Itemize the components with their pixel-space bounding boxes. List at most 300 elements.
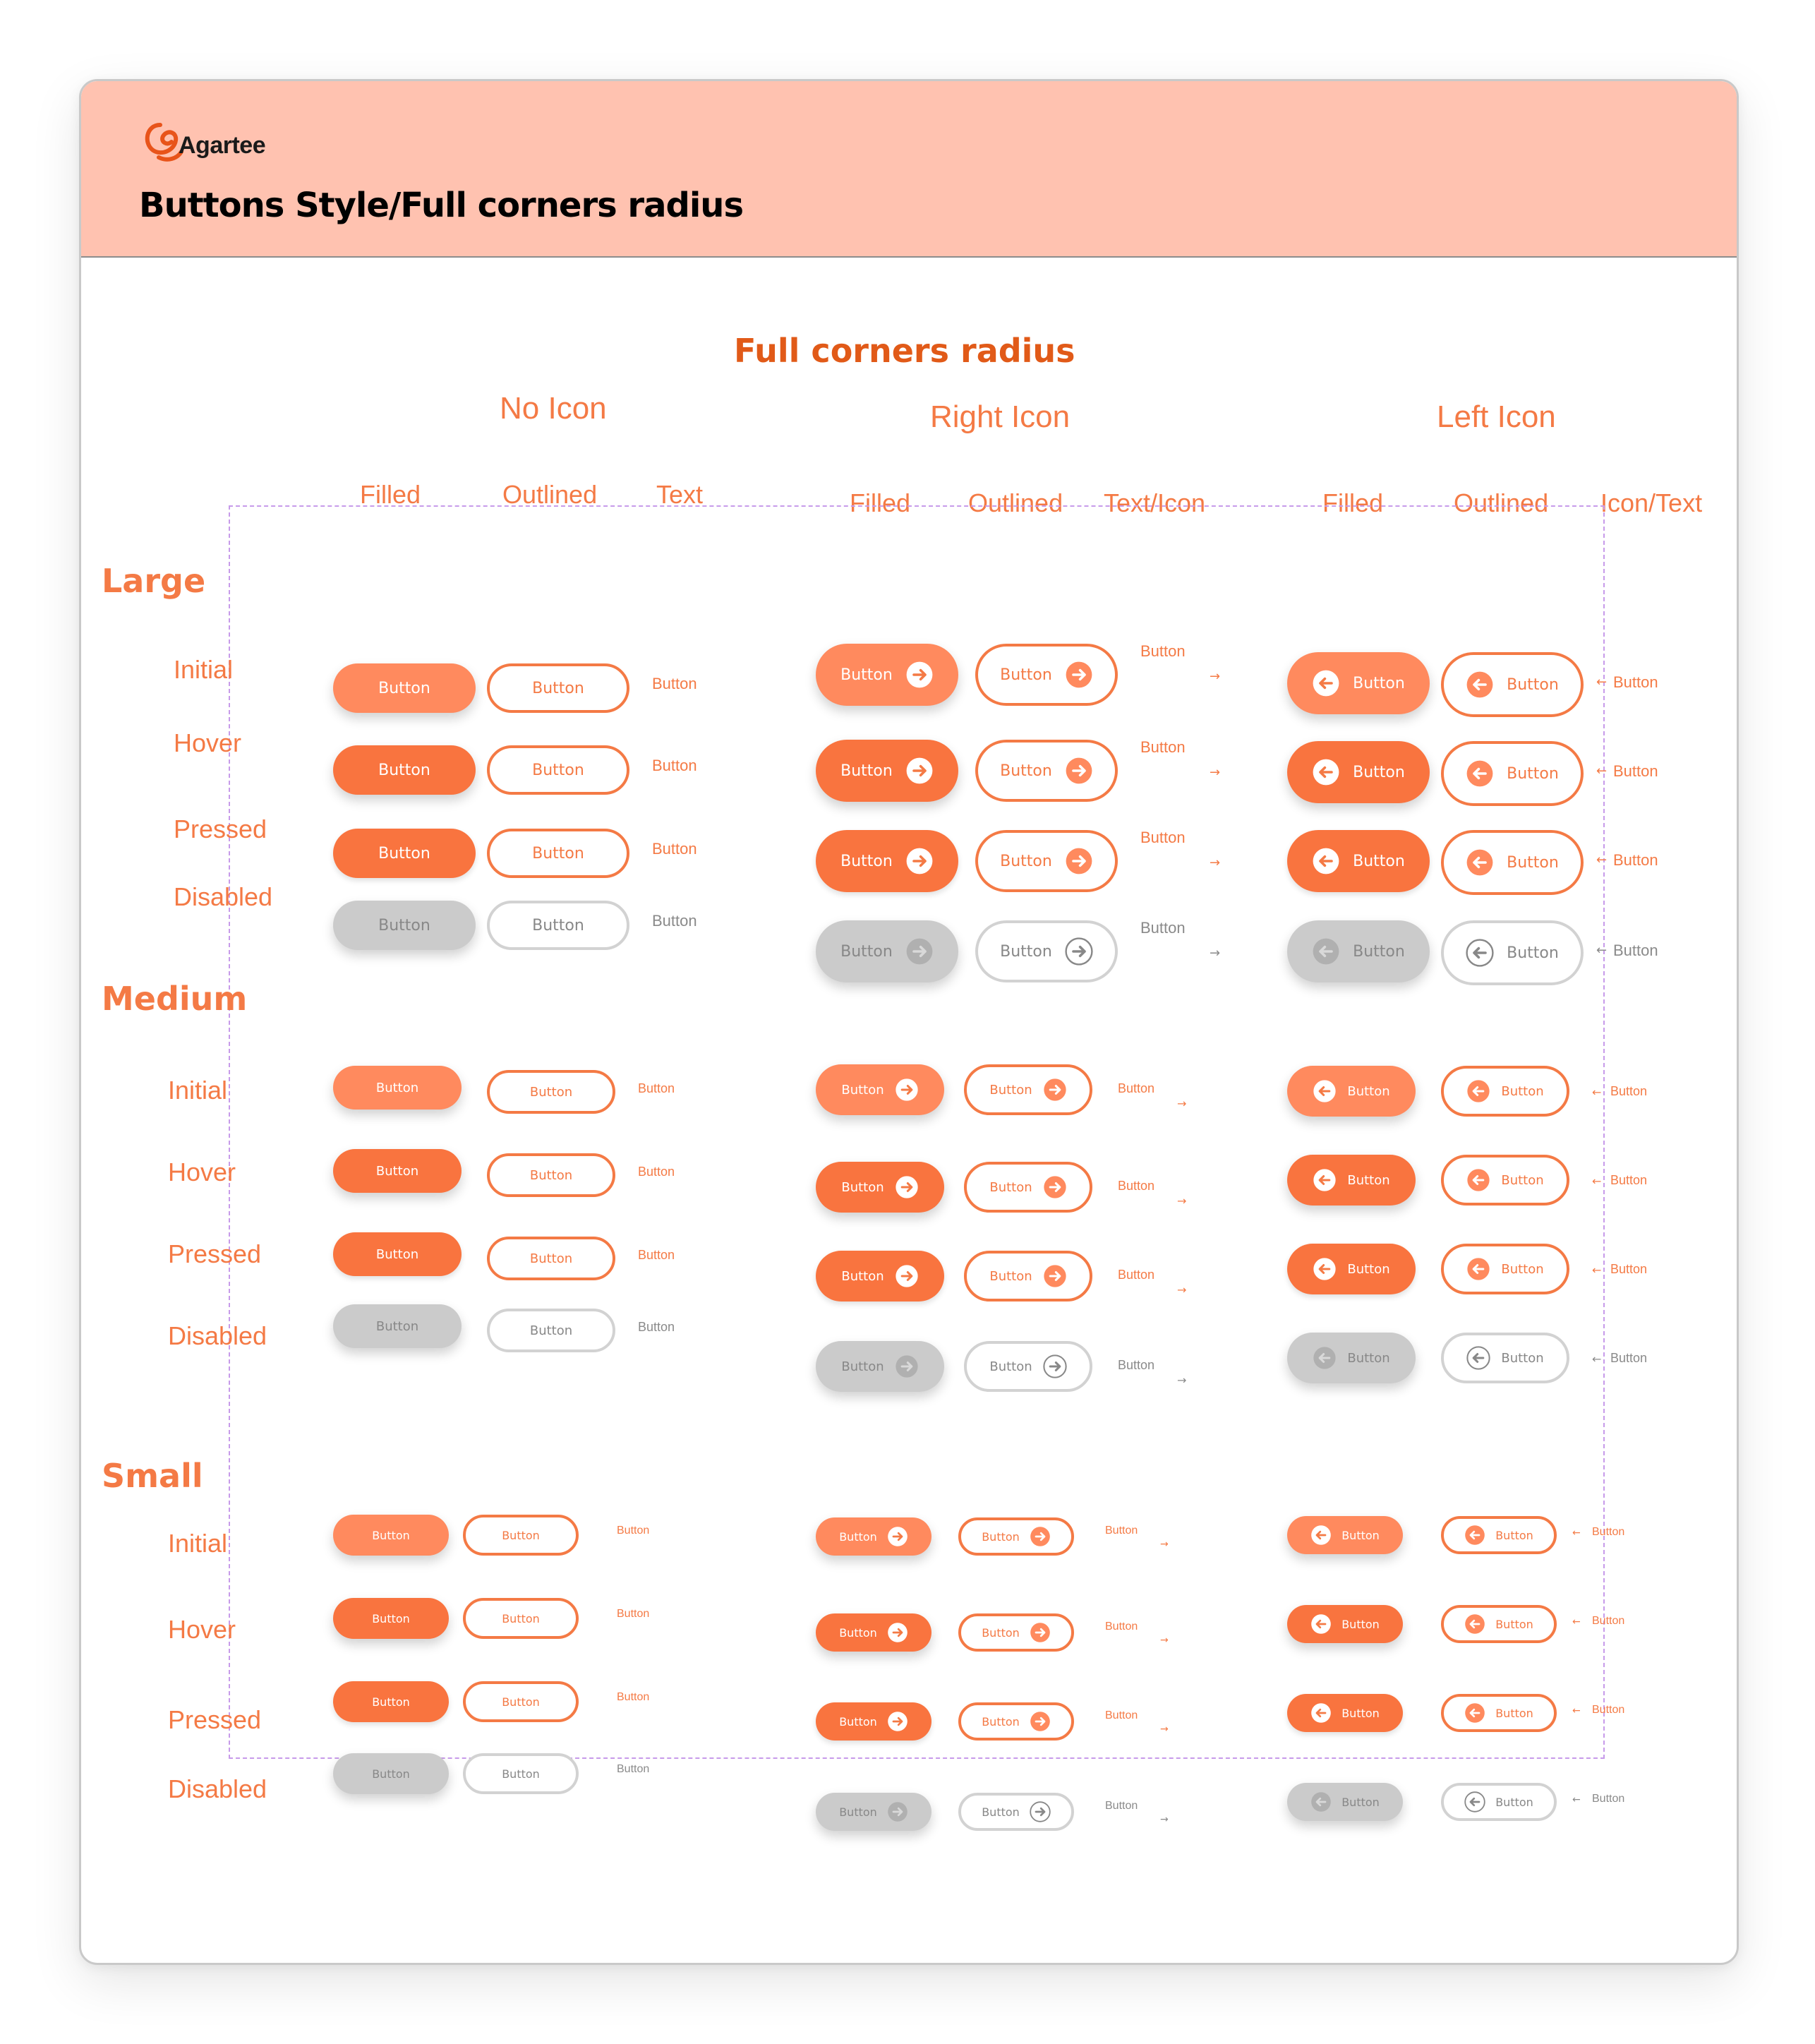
button-label: Button [375, 1080, 419, 1095]
outlined-button-hover[interactable] [975, 740, 1118, 802]
button-label: Button [1341, 1528, 1380, 1542]
button-label: Button [372, 1767, 410, 1781]
button-label: Button [372, 1695, 410, 1709]
arrow-right-circle-icon [1043, 1078, 1067, 1102]
button-label: Button [1495, 1617, 1533, 1631]
outlined-button-pressed[interactable] [463, 1681, 579, 1722]
filled-button-disabled[interactable] [816, 1341, 944, 1392]
button-label: Button [1610, 1262, 1648, 1276]
button-label: Button [1507, 853, 1559, 872]
arrow-right-circle-icon [1065, 847, 1093, 875]
state-label-pressed: Pressed [168, 1239, 262, 1268]
outlined-button-hover[interactable] [1441, 741, 1584, 806]
button-label: Button [840, 942, 893, 961]
filled-button-disabled[interactable] [333, 1753, 449, 1794]
button-label: Button [1610, 1173, 1648, 1187]
filled-button-disabled[interactable] [1287, 920, 1430, 982]
button-label: Button [1495, 1706, 1533, 1720]
button-label: Button [1105, 1800, 1138, 1812]
state-label-initial: Initial [168, 1529, 228, 1558]
button-label: Button [378, 916, 430, 934]
filled-button-disabled[interactable] [1287, 1783, 1403, 1821]
text-button-hover[interactable] [1140, 738, 1186, 757]
text-button-pressed[interactable] [1592, 1704, 1624, 1717]
button-label: Button [1495, 1795, 1533, 1809]
button-label: Button [1610, 1084, 1648, 1098]
outlined-button-disabled[interactable] [1441, 920, 1584, 985]
text-button-initial[interactable] [1592, 1526, 1624, 1539]
button-label: Button [652, 912, 697, 930]
button-label: Button [839, 1805, 877, 1819]
text-button-initial[interactable] [1610, 1084, 1647, 1099]
outlined-button-pressed[interactable] [1441, 830, 1584, 895]
button-label: Button [1507, 675, 1559, 694]
filled-button-disabled[interactable] [333, 1304, 462, 1348]
text-button-disabled[interactable] [1613, 942, 1658, 960]
arrow-right-circle-icon [905, 847, 934, 875]
button-label: Button [1613, 762, 1658, 780]
text-button-hover[interactable] [1592, 1615, 1624, 1628]
text-button-initial[interactable] [638, 1081, 675, 1096]
button-label: Button [372, 1611, 410, 1625]
button-label: Button [1105, 1525, 1138, 1537]
state-label-initial: Initial [168, 1076, 228, 1105]
outlined-button-disabled[interactable] [964, 1341, 1092, 1392]
arrow-right-circle-icon [1030, 1801, 1051, 1822]
button-label: Button [1140, 829, 1186, 846]
text-button-hover[interactable] [1613, 762, 1658, 781]
outlined-button-hover[interactable] [1441, 1155, 1569, 1206]
button-label: Button [617, 1525, 650, 1537]
button-label: Button [652, 675, 697, 692]
outlined-button-hover[interactable] [958, 1613, 1074, 1652]
arrow-left-circle-icon [1310, 1525, 1332, 1546]
filled-button-initial[interactable] [816, 1064, 944, 1115]
button-label: Button [839, 1714, 877, 1729]
filled-button-pressed[interactable] [1287, 830, 1430, 892]
outlined-button-disabled[interactable] [463, 1753, 579, 1794]
button-label: Button [1507, 944, 1559, 962]
filled-button-pressed[interactable] [1287, 1244, 1416, 1294]
outlined-button-disabled[interactable] [975, 920, 1118, 982]
button-label: Button [652, 840, 697, 858]
text-button-pressed[interactable] [652, 840, 697, 858]
button-label: Button [1495, 1528, 1533, 1542]
arrow-right-circle-icon [887, 1526, 908, 1547]
filled-button-hover[interactable] [816, 1613, 931, 1652]
button-label: Button [638, 1320, 675, 1334]
button-label: Button [1353, 852, 1405, 870]
text-button-pressed[interactable] [1610, 1262, 1647, 1277]
outlined-button-pressed[interactable] [487, 829, 629, 878]
button-label: Button [638, 1165, 675, 1179]
arrow-left-icon: ← [1572, 1616, 1581, 1628]
text-button-disabled[interactable] [638, 1320, 675, 1335]
arrow-right-circle-icon [1030, 1526, 1051, 1547]
arrow-right-icon: → [1177, 1283, 1187, 1297]
text-button-disabled[interactable] [652, 912, 697, 930]
button-label: Button [1118, 1179, 1155, 1193]
button-label: Button [502, 1767, 540, 1781]
arrow-left-circle-icon [1312, 758, 1340, 786]
text-button-hover[interactable] [1610, 1173, 1647, 1188]
arrow-left-circle-icon [1313, 1079, 1337, 1103]
size-label-small: Small [102, 1457, 203, 1495]
button-label: Button [1347, 1350, 1390, 1366]
button-label: Button [1592, 1704, 1625, 1716]
text-button-pressed[interactable] [1140, 829, 1186, 847]
section-title: Full corners radius [734, 332, 1075, 370]
button-label: Button [378, 679, 430, 697]
button-label: Button [529, 1167, 573, 1183]
button-label: Button [1000, 852, 1052, 870]
arrow-right-circle-icon [1065, 937, 1093, 966]
arrow-right-circle-icon [1030, 1711, 1051, 1732]
button-label: Button [982, 1805, 1020, 1819]
group-header-right-icon: Right Icon [930, 399, 1071, 434]
filled-button-hover[interactable] [333, 1598, 449, 1639]
text-button-disabled[interactable] [1140, 919, 1186, 937]
button-label: Button [840, 666, 893, 684]
filled-button-pressed[interactable] [333, 829, 476, 878]
filled-button-hover[interactable] [333, 1149, 462, 1193]
button-label: Button [1118, 1081, 1155, 1095]
button-label: Button [982, 1714, 1020, 1729]
filled-button-hover[interactable] [1287, 1155, 1416, 1206]
button-label: Button [840, 852, 893, 870]
button-label: Button [1501, 1350, 1544, 1366]
arrow-right-icon: → [1210, 765, 1221, 780]
text-button-hover[interactable] [638, 1165, 675, 1179]
column-header-filled: Filled [1322, 488, 1384, 517]
arrow-right-circle-icon [905, 661, 934, 689]
arrow-right-circle-icon [1065, 661, 1093, 689]
filled-button-initial[interactable] [333, 1066, 462, 1110]
filled-button-initial[interactable] [816, 1517, 931, 1556]
button-label: Button [989, 1179, 1032, 1195]
arrow-left-icon: ← [1592, 1352, 1602, 1366]
button-label: Button [1501, 1083, 1544, 1099]
brand-name: Agartee [179, 132, 266, 159]
page-title: Buttons Style/Full corners radius [139, 186, 744, 225]
filled-button-initial[interactable] [333, 1515, 449, 1556]
outlined-button-hover[interactable] [487, 745, 629, 795]
arrow-left-circle-icon [1464, 1702, 1485, 1724]
arrow-right-circle-icon [895, 1175, 919, 1199]
arrow-right-circle-icon [905, 937, 934, 966]
button-label: Button [982, 1529, 1020, 1544]
outlined-button-initial[interactable] [487, 663, 629, 713]
text-button-disabled[interactable] [1592, 1793, 1624, 1805]
size-label-medium: Medium [102, 980, 248, 1018]
text-button-initial[interactable] [617, 1525, 649, 1537]
button-label: Button [617, 1691, 650, 1703]
filled-button-hover[interactable] [1287, 1605, 1403, 1643]
arrow-right-circle-icon [895, 1078, 919, 1102]
button-label: Button [378, 844, 430, 862]
button-label: Button [1353, 763, 1405, 781]
filled-button-pressed[interactable] [333, 1681, 449, 1722]
arrow-left-icon: ← [1596, 764, 1608, 778]
state-label-disabled: Disabled [174, 882, 273, 911]
filled-button-initial[interactable] [816, 644, 958, 706]
outlined-button-initial[interactable] [487, 1070, 615, 1114]
arrow-left-circle-icon [1310, 1613, 1332, 1635]
filled-button-disabled[interactable] [333, 901, 476, 950]
button-label: Button [1105, 1709, 1138, 1721]
state-label-disabled: Disabled [168, 1774, 267, 1803]
arrow-left-circle-icon [1466, 848, 1494, 877]
outlined-button-pressed[interactable] [1441, 1244, 1569, 1294]
arrow-left-icon: ← [1592, 1086, 1602, 1099]
arrow-left-circle-icon [1466, 939, 1494, 967]
button-label: Button [1507, 764, 1559, 783]
column-header-outlined: Outlined [1454, 488, 1549, 517]
button-label: Button [532, 761, 584, 779]
filled-button-hover[interactable] [816, 1162, 944, 1213]
button-label: Button [375, 1163, 419, 1179]
arrow-left-circle-icon [1466, 759, 1494, 788]
group-header-no-icon: No Icon [500, 391, 607, 426]
state-label-pressed: Pressed [174, 814, 267, 843]
button-label: Button [1000, 762, 1052, 780]
arrow-right-icon: → [1160, 1539, 1169, 1550]
arrow-left-icon: ← [1592, 1263, 1602, 1277]
arrow-right-icon: → [1210, 946, 1221, 961]
text-button-hover[interactable] [1118, 1179, 1154, 1194]
text-button-initial[interactable] [1105, 1525, 1138, 1537]
arrow-right-icon: → [1177, 1097, 1187, 1110]
button-label: Button [1118, 1358, 1155, 1372]
button-label: Button [1000, 666, 1052, 684]
arrow-right-circle-icon [905, 757, 934, 785]
column-header-filled: Filled [360, 480, 421, 509]
button-label: Button [532, 844, 584, 862]
button-label: Button [840, 762, 893, 780]
button-label: Button [652, 757, 697, 774]
button-label: Button [1140, 738, 1186, 756]
button-label: Button [1347, 1172, 1390, 1188]
outlined-button-disabled[interactable] [487, 901, 629, 950]
button-label: Button [1347, 1261, 1390, 1277]
button-label: Button [1501, 1172, 1544, 1188]
column-header-icon-text: Icon/Text [1600, 488, 1703, 517]
button-label: Button [982, 1625, 1020, 1640]
outlined-button-initial[interactable] [975, 644, 1118, 706]
arrow-left-circle-icon [1466, 1257, 1490, 1281]
filled-button-pressed[interactable] [1287, 1694, 1403, 1732]
column-header-outlined: Outlined [502, 480, 598, 509]
text-button-disabled[interactable] [1610, 1351, 1647, 1366]
button-label: Button [1105, 1621, 1138, 1633]
arrow-left-circle-icon [1466, 671, 1494, 699]
outlined-button-pressed[interactable] [958, 1702, 1074, 1741]
filled-button-hover[interactable] [816, 740, 958, 802]
outlined-button-initial[interactable] [964, 1064, 1092, 1115]
outlined-button-initial[interactable] [463, 1515, 579, 1556]
outlined-button-disabled[interactable] [487, 1309, 615, 1352]
state-label-initial: Initial [174, 655, 234, 684]
text-button-pressed[interactable] [638, 1248, 675, 1263]
arrow-right-circle-icon [1065, 757, 1093, 785]
state-label-disabled: Disabled [168, 1321, 267, 1350]
button-label: Button [529, 1251, 573, 1266]
filled-button-initial[interactable] [1287, 1066, 1416, 1117]
arrow-left-circle-icon [1310, 1791, 1332, 1812]
button-label: Button [1353, 942, 1405, 961]
button-label: Button [372, 1528, 410, 1542]
arrow-right-circle-icon [1043, 1175, 1067, 1199]
button-label: Button [1592, 1793, 1625, 1805]
outlined-button-initial[interactable] [958, 1517, 1074, 1556]
arrow-left-icon: ← [1572, 1527, 1581, 1539]
outlined-button-pressed[interactable] [975, 830, 1118, 892]
arrow-right-icon: → [1177, 1194, 1187, 1208]
button-label: Button [989, 1082, 1032, 1098]
arrow-right-circle-icon [895, 1354, 919, 1378]
button-label: Button [841, 1268, 884, 1284]
button-label: Button [1000, 942, 1052, 961]
button-label: Button [1610, 1351, 1648, 1365]
state-label-pressed: Pressed [168, 1705, 262, 1734]
arrow-left-circle-icon [1312, 669, 1340, 697]
outlined-button-initial[interactable] [1441, 1066, 1569, 1117]
outlined-button-disabled[interactable] [958, 1793, 1074, 1831]
arrow-left-icon: ← [1592, 1174, 1602, 1188]
arrow-left-icon: ← [1572, 1794, 1581, 1805]
arrow-left-icon: ← [1596, 853, 1608, 867]
button-label: Button [1341, 1795, 1380, 1809]
filled-button-hover[interactable] [1287, 741, 1430, 803]
button-label: Button [532, 916, 584, 934]
button-label: Button [375, 1246, 419, 1262]
button-label: Button [1140, 919, 1186, 937]
text-button-disabled[interactable] [617, 1763, 649, 1776]
button-label: Button [839, 1529, 877, 1544]
column-header-filled: Filled [850, 488, 911, 517]
arrow-left-circle-icon [1466, 1079, 1490, 1103]
outlined-button-pressed[interactable] [964, 1251, 1092, 1301]
arrow-right-icon: → [1210, 669, 1221, 684]
text-button-pressed[interactable] [1105, 1709, 1138, 1722]
arrow-left-circle-icon [1310, 1702, 1332, 1724]
arrow-left-icon: ← [1596, 943, 1608, 958]
filled-button-initial[interactable] [1287, 652, 1430, 714]
state-label-hover: Hover [174, 728, 242, 757]
button-label: Button [1613, 851, 1658, 869]
button-label: Button [617, 1763, 650, 1775]
outlined-button-pressed[interactable] [1441, 1694, 1557, 1732]
button-label: Button [841, 1082, 884, 1098]
arrow-left-circle-icon [1464, 1791, 1485, 1812]
text-button-hover[interactable] [617, 1608, 649, 1621]
arrow-left-icon: ← [1572, 1705, 1581, 1717]
arrow-right-icon: → [1160, 1635, 1169, 1646]
text-button-hover[interactable] [1105, 1621, 1138, 1633]
arrow-left-circle-icon [1313, 1346, 1337, 1370]
text-button-pressed[interactable] [617, 1691, 649, 1704]
filled-button-initial[interactable] [1287, 1516, 1403, 1554]
state-label-hover: Hover [168, 1615, 236, 1644]
arrow-right-icon: → [1160, 1814, 1169, 1825]
button-label: Button [529, 1084, 573, 1100]
text-button-initial[interactable] [1613, 673, 1658, 692]
text-button-hover[interactable] [652, 757, 697, 775]
button-label: Button [378, 761, 430, 779]
button-label: Button [1592, 1526, 1625, 1538]
text-button-initial[interactable] [1118, 1081, 1154, 1096]
arrow-left-circle-icon [1312, 937, 1340, 966]
button-label: Button [1341, 1617, 1380, 1631]
header-banner [81, 81, 1737, 258]
arrow-left-circle-icon [1312, 847, 1340, 875]
arrow-left-circle-icon [1464, 1613, 1485, 1635]
outlined-button-disabled[interactable] [1441, 1333, 1569, 1383]
filled-button-disabled[interactable] [816, 1793, 931, 1831]
arrow-right-circle-icon [1030, 1622, 1051, 1643]
text-button-pressed[interactable] [1118, 1268, 1154, 1282]
arrow-left-circle-icon [1466, 1346, 1490, 1370]
text-button-initial[interactable] [652, 675, 697, 693]
button-label: Button [989, 1268, 1032, 1284]
outlined-button-hover[interactable] [487, 1153, 615, 1197]
group-header-left-icon: Left Icon [1437, 399, 1556, 434]
outlined-button-disabled[interactable] [1441, 1783, 1557, 1821]
arrow-right-icon: → [1177, 1373, 1187, 1387]
button-label: Button [989, 1359, 1032, 1374]
filled-button-initial[interactable] [333, 663, 476, 713]
button-label: Button [1501, 1261, 1544, 1277]
outlined-button-hover[interactable] [964, 1162, 1092, 1213]
outlined-button-initial[interactable] [1441, 652, 1584, 717]
filled-button-hover[interactable] [333, 745, 476, 795]
outlined-button-pressed[interactable] [487, 1237, 615, 1280]
button-label: Button [1140, 642, 1186, 660]
text-button-initial[interactable] [1140, 642, 1186, 661]
filled-button-disabled[interactable] [816, 920, 958, 982]
button-label: Button [1613, 673, 1658, 691]
button-label: Button [375, 1318, 419, 1334]
button-label: Button [502, 1695, 540, 1709]
button-label: Button [1613, 942, 1658, 959]
button-label: Button [1353, 674, 1405, 692]
arrow-right-circle-icon [1043, 1264, 1067, 1288]
text-button-disabled[interactable] [1118, 1358, 1154, 1373]
arrow-left-circle-icon [1464, 1525, 1485, 1546]
arrow-left-circle-icon [1466, 1168, 1490, 1192]
button-label: Button [1347, 1083, 1390, 1099]
filled-button-pressed[interactable] [333, 1232, 462, 1276]
outlined-button-hover[interactable] [463, 1598, 579, 1639]
arrow-left-circle-icon [1313, 1257, 1337, 1281]
button-label: Button [617, 1608, 650, 1620]
filled-button-pressed[interactable] [816, 1251, 944, 1301]
filled-button-disabled[interactable] [1287, 1333, 1416, 1383]
button-label: Button [502, 1528, 540, 1542]
text-button-disabled[interactable] [1105, 1800, 1138, 1812]
arrow-right-circle-icon [895, 1264, 919, 1288]
outlined-button-initial[interactable] [1441, 1516, 1557, 1554]
outlined-button-hover[interactable] [1441, 1605, 1557, 1643]
column-header-text: Text [656, 480, 704, 509]
size-label-large: Large [102, 562, 206, 600]
text-button-pressed[interactable] [1613, 851, 1658, 870]
filled-button-pressed[interactable] [816, 1702, 931, 1741]
arrow-right-icon: → [1160, 1724, 1169, 1735]
filled-button-pressed[interactable] [816, 830, 958, 892]
state-label-hover: Hover [168, 1158, 236, 1186]
button-label: Button [1118, 1268, 1155, 1282]
